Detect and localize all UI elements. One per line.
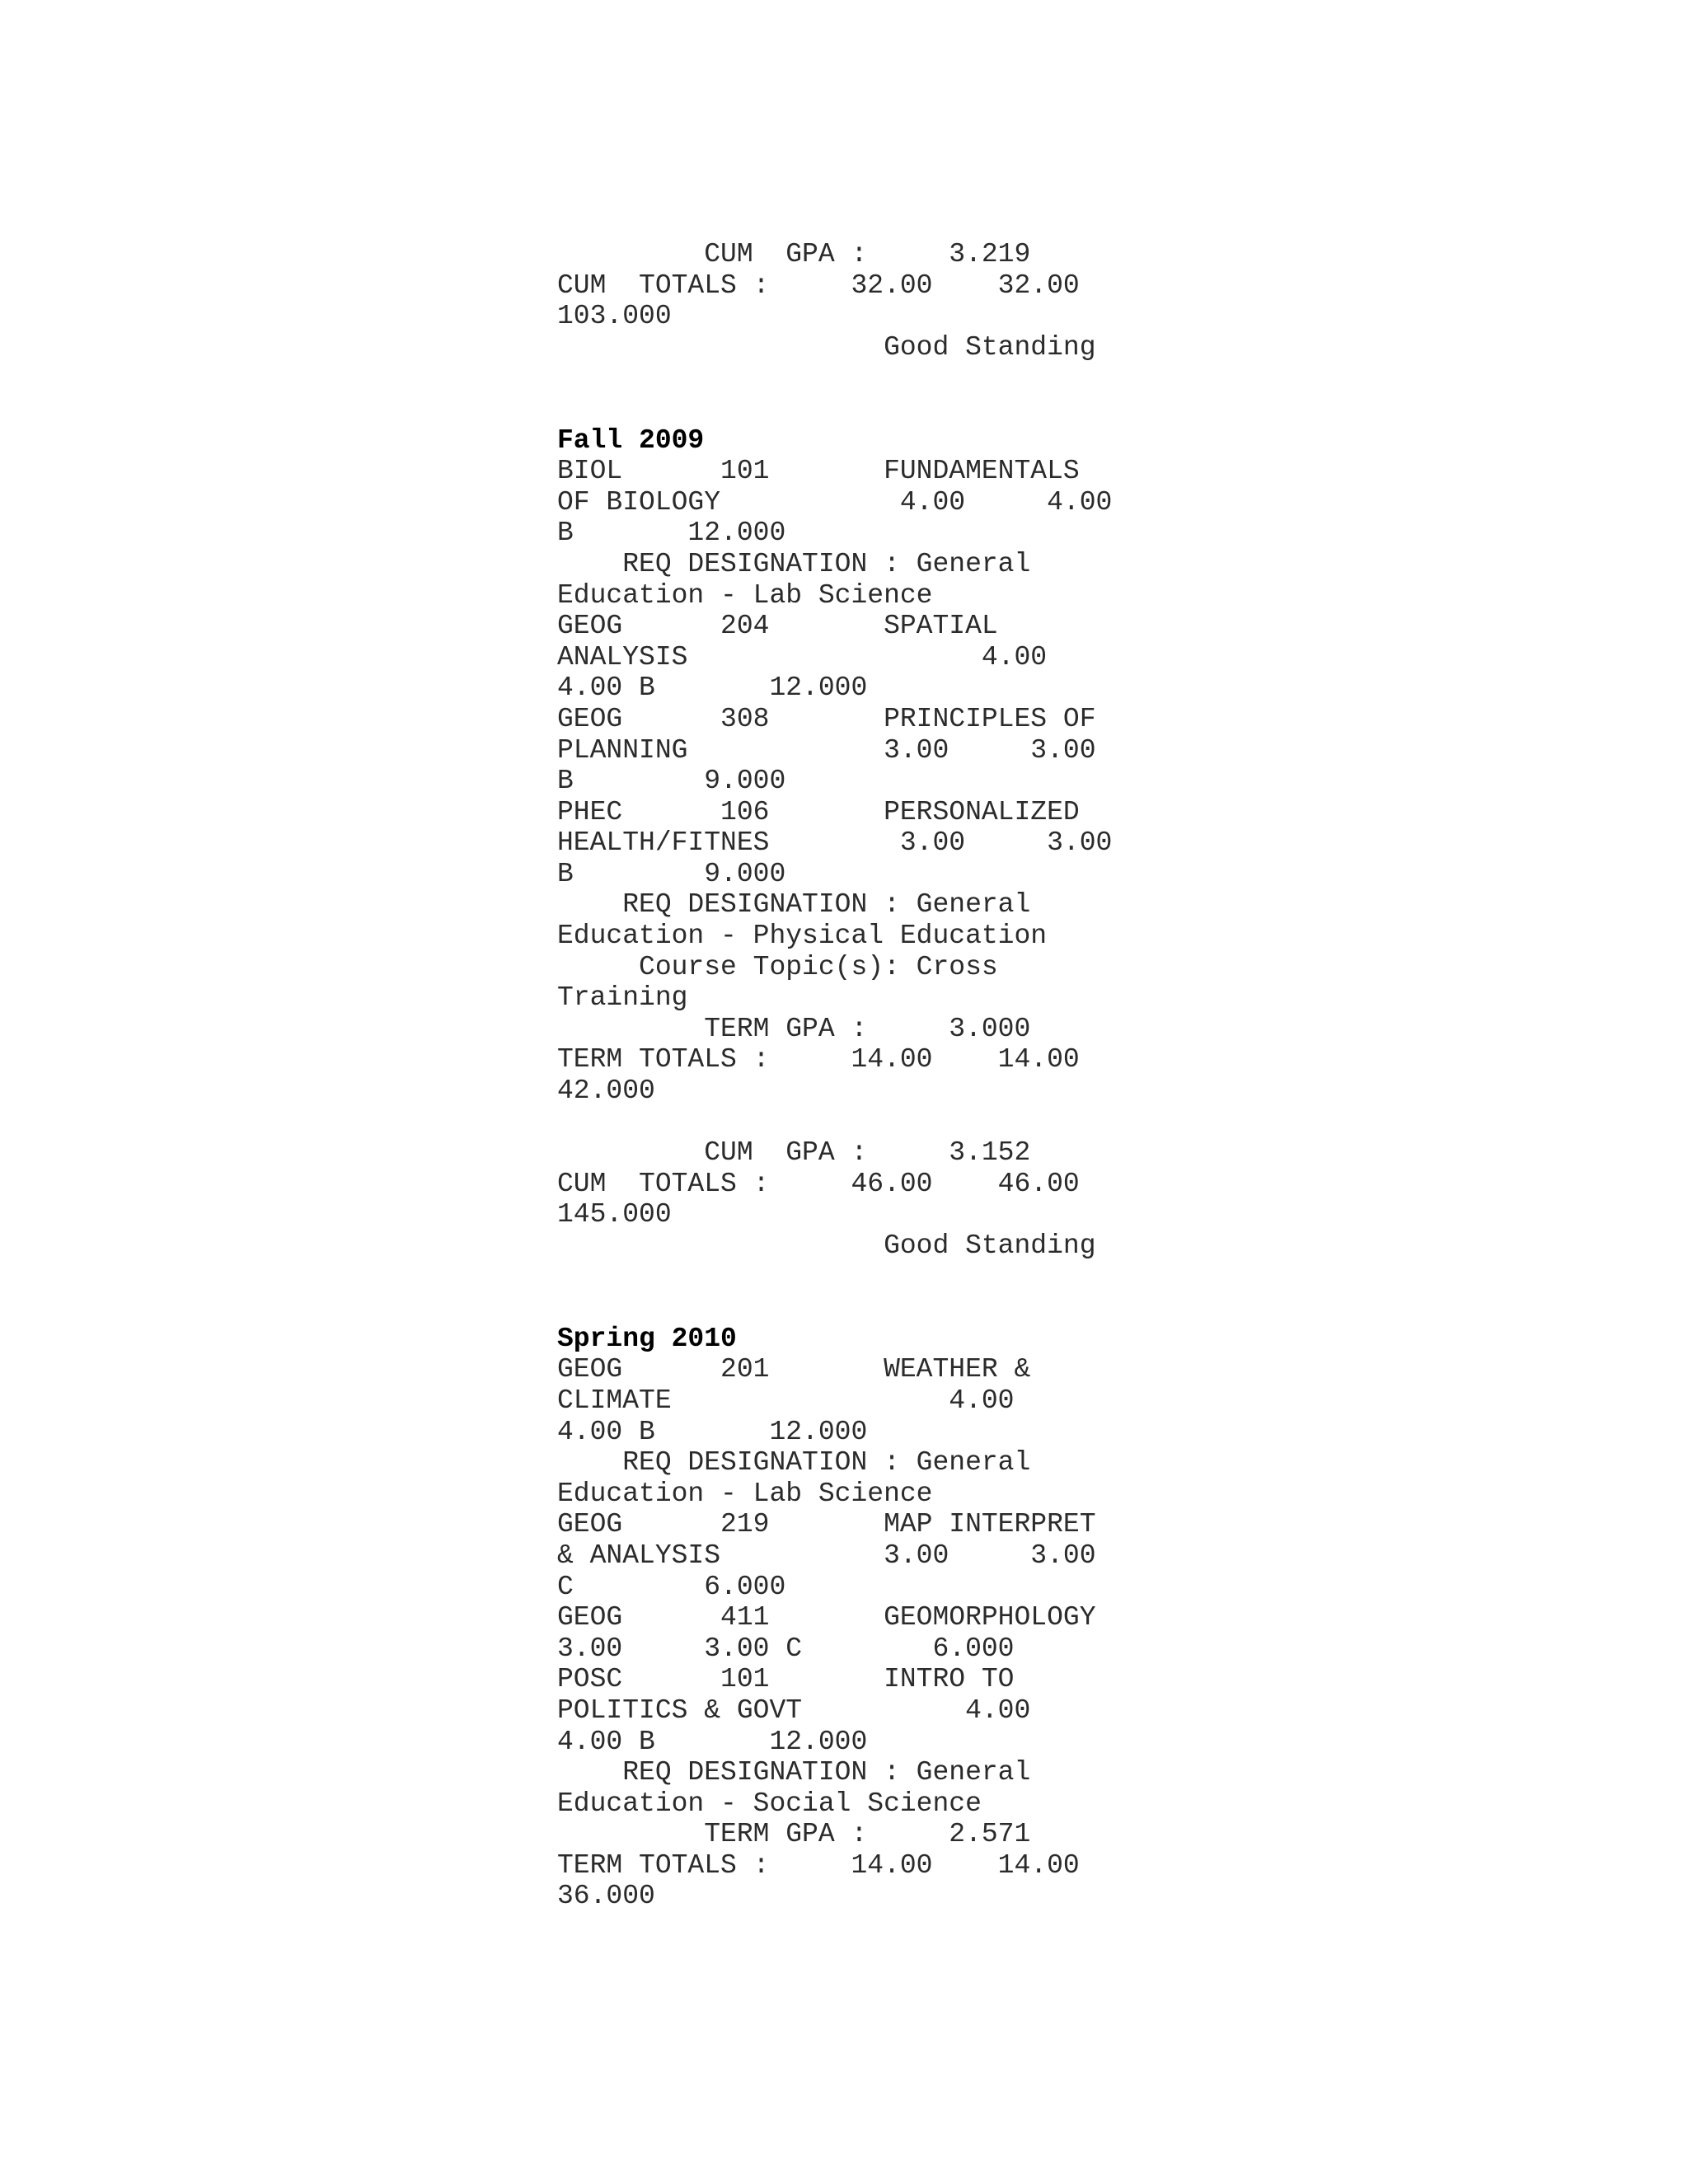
transcript-line: B 9.000 [557,858,786,889]
transcript-line: POSC 101 INTRO TO [557,1664,1015,1695]
transcript-line: BIOL 101 FUNDAMENTALS [557,456,1080,487]
transcript-line: GEOG 201 WEATHER & [557,1354,1031,1385]
transcript-line: GEOG 219 MAP INTERPRET [557,1509,1096,1540]
totals-line: CUM TOTALS : 32.00 32.00 [557,269,1080,301]
gpa-line: TERM GPA : 3.000 [557,1013,1031,1044]
transcript-text-block [557,239,1629,1912]
transcript-line: 4.00 B 12.000 [557,1726,868,1757]
transcript-line: B 12.000 [557,518,786,549]
transcript-line: B 9.000 [557,766,786,797]
course-topic-line: Course Topic(s): Cross [557,951,998,982]
transcript-line: 145.000 [557,1199,672,1230]
transcript-line: Training [557,982,688,1014]
totals-line: TERM TOTALS : 14.00 14.00 [557,1849,1080,1881]
transcript-line: CLIMATE 4.00 [557,1385,1015,1416]
totals-line: TERM TOTALS : 14.00 14.00 [557,1044,1080,1076]
blank-line [557,394,1629,425]
req-designation-line: REQ DESIGNATION : General [557,1447,1031,1479]
blank-line [557,1262,1629,1293]
req-designation-line: REQ DESIGNATION : General [557,548,1031,579]
transcript-line: Education - Social Science [557,1788,982,1819]
req-designation-line: REQ DESIGNATION : General [557,889,1031,921]
transcript-line: C 6.000 [557,1571,786,1602]
transcript-line: HEALTH/FITNES 3.00 3.00 [557,827,1113,859]
blank-line [557,1107,1629,1138]
transcript-line: 4.00 B 12.000 [557,673,868,704]
term-heading: Spring 2010 [557,1323,737,1354]
transcript-line: 36.000 [557,1881,655,1912]
transcript-line: POLITICS & GOVT 4.00 [557,1694,1031,1726]
blank-line [557,1292,1629,1324]
transcript-line: PHEC 106 PERSONALIZED [557,796,1080,827]
academic-standing: Good Standing [557,331,1096,363]
transcript-line: 4.00 B 12.000 [557,1416,868,1447]
totals-line: CUM TOTALS : 46.00 46.00 [557,1168,1080,1199]
term-heading: Fall 2009 [557,424,705,456]
transcript-line: GEOG 204 SPATIAL [557,611,998,642]
transcript-line: GEOG 411 GEOMORPHOLOGY [557,1602,1096,1633]
transcript-line: 3.00 3.00 C 6.000 [557,1633,1015,1664]
gpa-line: CUM GPA : 3.219 [557,239,1031,269]
transcript-line: ANALYSIS 4.00 [557,641,1048,673]
gpa-line: TERM GPA : 2.571 [557,1819,1031,1850]
transcript-line: Education - Lab Science [557,1478,933,1509]
blank-line [557,363,1629,394]
transcript-line: Education - Physical Education [557,921,1048,952]
transcript-line: Education - Lab Science [557,579,933,611]
transcript-line: GEOG 308 PRINCIPLES OF [557,703,1096,734]
req-designation-line: REQ DESIGNATION : General [557,1757,1031,1788]
transcript-line: 103.000 [557,301,672,332]
transcript-line: 42.000 [557,1076,655,1107]
transcript-line: OF BIOLOGY 4.00 4.00 [557,486,1113,518]
academic-standing: Good Standing [557,1230,1096,1261]
gpa-line: CUM GPA : 3.152 [557,1137,1031,1169]
transcript-line: PLANNING 3.00 3.00 [557,734,1096,766]
transcript-line: & ANALYSIS 3.00 3.00 [557,1540,1096,1571]
